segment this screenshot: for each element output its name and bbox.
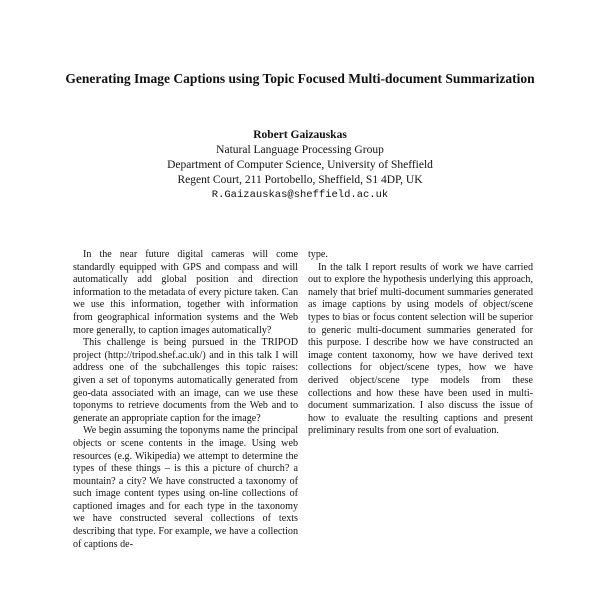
paper-title: Generating Image Captions using Topic Focused Multi-document Summarization [65, 71, 535, 86]
body-paragraph: In the near future digital cameras will come standardly equipped with GPS and compass and will automatically add global position and direction information to the metadata of every picture taken. Can we use this information, together with information from geographical information systems and the Web more generally, to caption images automatically? [73, 249, 298, 336]
author-block [60, 128, 540, 203]
continued-text: type. [308, 249, 328, 260]
author-address: Regent Court, 211 Portobello, Sheffield, S1 4DP, UK [177, 174, 423, 186]
body-paragraph: In the talk I report results of work we have carried out to explore the hypothesis underlying this approach, namely that brief multi-document summaries generated as image captions by using models of object/scene types to bias or focus content selection will be superior to generic multi-document summaries generated for this purpose. I describe how we have constructed an image content taxonomy, how we have derived text collections for object/scene types, how we have derived object/scene type models from these collections and how these have been used in multi-document summarization. I also discuss the issue of how to evaluate the resulting captions and present preliminary results from one sort of evaluation. [308, 261, 533, 437]
author-group: Natural Language Processing Group [216, 144, 384, 156]
body-paragraph: This challenge is being pursued in the TRIPOD project (http://tripod.shef.ac.uk/) and in this talk I will address one of the subchallenges this topic raises: given a set of toponyms automatically generated from geo-data associated with an image, can we use these toponyms to retrieve documents from the Web and to generate an appropriate caption for the image? [73, 337, 298, 424]
body-paragraph: We begin assuming the toponyms name the principal objects or scene contents in the image. Using web resources (e.g. Wikipedia) we attempt to determine the types of these things – is this a picture of church? a mountain? a city? We have constructed a taxonomy of such image content types using on-line collections of captioned images and for each type in the taxonomy we have constructed several collections of texts describing that type. For example, we have a collection of captions de- [73, 425, 298, 550]
right-column [308, 249, 533, 438]
author-department: Department of Computer Science, University of Sheffield [167, 159, 433, 171]
author-name: Robert Gaizauskas [253, 129, 347, 141]
author-email: R.Gaizauskas@sheffield.ac.uk [211, 189, 389, 201]
left-column [73, 249, 298, 600]
